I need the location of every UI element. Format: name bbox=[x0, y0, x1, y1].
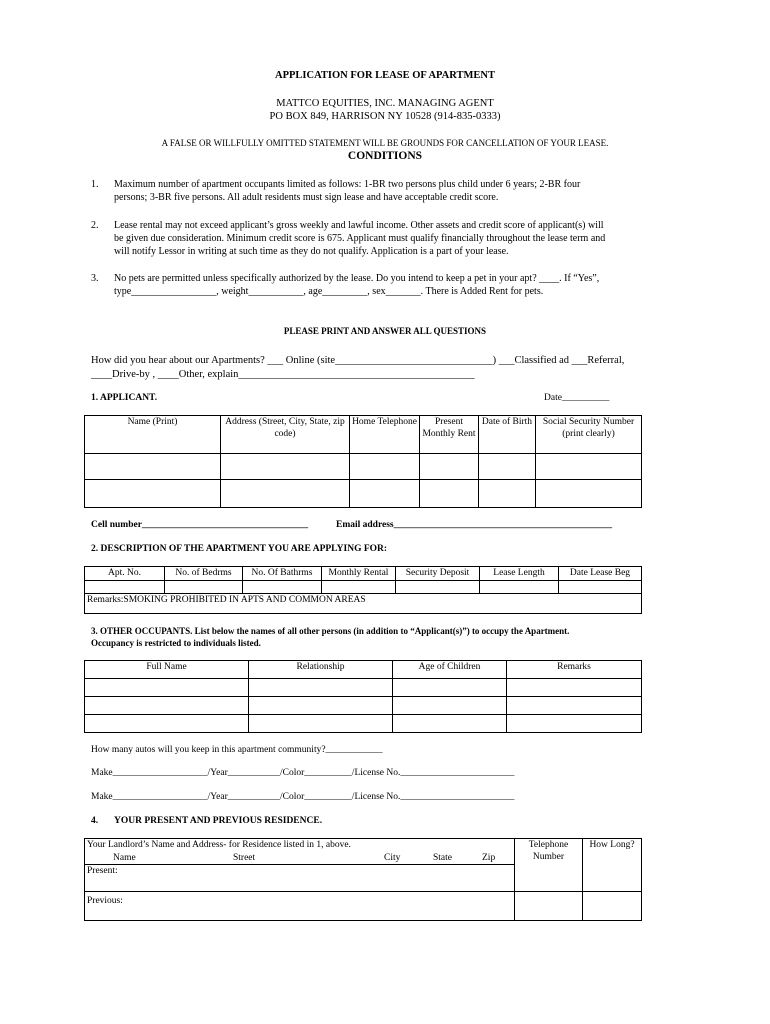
col-header: No. of Bedrms bbox=[165, 567, 243, 581]
sub-header-name: Name bbox=[113, 853, 136, 863]
dob-cell[interactable] bbox=[479, 454, 536, 480]
landlord-label: Your Landlord’s Name and Address- for Residence listed in 1, above. bbox=[87, 840, 351, 850]
sub-header-state: State bbox=[433, 853, 452, 863]
col-header: Name (Print) bbox=[85, 416, 221, 454]
dob-cell[interactable] bbox=[479, 480, 536, 508]
how-long-cell[interactable] bbox=[583, 892, 642, 921]
occupants-table bbox=[84, 660, 642, 733]
address-cell[interactable] bbox=[221, 454, 350, 480]
sub-header-street: Street bbox=[233, 853, 256, 863]
hear-about-question[interactable]: How did you hear about our Apartments? ___ Online (site______________________________) ___Classified ad ___Referral, bbox=[91, 355, 625, 366]
rental-cell[interactable] bbox=[322, 581, 396, 594]
ssn-cell[interactable] bbox=[536, 454, 642, 480]
condition-text: type_________________, weight___________, age_________, sex_______. There is Added Rent for pets. bbox=[114, 286, 544, 297]
table-row bbox=[85, 697, 642, 715]
table-row bbox=[85, 454, 642, 480]
table-row bbox=[85, 480, 642, 508]
age-cell[interactable] bbox=[393, 715, 507, 733]
lease-length-cell[interactable] bbox=[480, 581, 559, 594]
apartment-table bbox=[84, 566, 642, 614]
table-row bbox=[85, 715, 642, 733]
conditions-title: CONDITIONS bbox=[347, 150, 423, 162]
col-header: Full Name bbox=[85, 661, 249, 679]
auto-make-line-1[interactable]: Make____________________/Year___________/Color__________/License No.________________________ bbox=[91, 768, 515, 778]
phone-cell[interactable] bbox=[350, 480, 420, 508]
occupant-name-cell[interactable] bbox=[85, 697, 249, 715]
remarks-row: Remarks:SMOKING PROHIBITED IN APTS AND COMMON AREAS bbox=[85, 594, 642, 614]
print-notice: PLEASE PRINT AND ANSWER ALL QUESTIONS bbox=[283, 326, 487, 336]
sub-header-zip: Zip bbox=[482, 853, 496, 863]
condition-number: 2. bbox=[91, 220, 99, 231]
hear-about-explain[interactable]: ____Drive-by , ____Other, explain_____________________________________________ bbox=[91, 369, 475, 380]
apt-cell[interactable] bbox=[85, 581, 165, 594]
col-header: Monthly Rental bbox=[322, 567, 396, 581]
condition-text: No pets are permitted unless specifically authorized by the lease. Do you intend to keep a pet in your apt? ____. If “Yes”, bbox=[114, 273, 600, 284]
relationship-cell[interactable] bbox=[249, 715, 393, 733]
col-header: Address (Street, City, State, zip code) bbox=[221, 416, 350, 454]
condition-text: be given due consideration. Minimum credit score is 675. Applicant must qualify financially throughout the lease term and bbox=[114, 233, 606, 244]
age-cell[interactable] bbox=[393, 697, 507, 715]
age-cell[interactable] bbox=[393, 679, 507, 697]
address-cell[interactable] bbox=[221, 480, 350, 508]
application-date-field[interactable]: Date__________ bbox=[544, 393, 610, 403]
relationship-cell[interactable] bbox=[249, 679, 393, 697]
condition-number: 1. bbox=[91, 179, 99, 190]
table-row bbox=[85, 581, 642, 594]
applicant-heading: 1. APPLICANT. bbox=[91, 393, 158, 403]
landlord-header-cell bbox=[85, 839, 515, 865]
col-header: Date Lease Beg bbox=[559, 567, 642, 581]
remarks-cell[interactable] bbox=[507, 697, 642, 715]
ssn-cell[interactable] bbox=[536, 480, 642, 508]
email-field[interactable]: Email address______________________________________________ bbox=[336, 520, 613, 530]
telephone-cell[interactable] bbox=[515, 892, 583, 921]
phone-cell[interactable] bbox=[350, 454, 420, 480]
rent-cell[interactable] bbox=[420, 454, 479, 480]
remarks-cell[interactable] bbox=[507, 679, 642, 697]
remarks-cell[interactable] bbox=[507, 715, 642, 733]
residence-table bbox=[84, 838, 642, 921]
occupants-subheading: Occupancy is restricted to individuals listed. bbox=[91, 638, 261, 648]
sub-header-city: City bbox=[384, 853, 401, 863]
previous-row[interactable]: Previous: bbox=[85, 892, 515, 921]
agent-address: PO BOX 849, HARRISON NY 10528 (914-835-0333) bbox=[269, 111, 501, 122]
col-header: Present Monthly Rent bbox=[420, 416, 479, 454]
col-header: No. Of Bathrms bbox=[243, 567, 322, 581]
table-row bbox=[85, 892, 642, 921]
bedrms-cell[interactable] bbox=[165, 581, 243, 594]
condition-text: Lease rental may not exceed applicant’s gross weekly and lawful income. Other assets and credit score of applicant(s) will bbox=[114, 220, 604, 231]
col-header: Social Security Number (print clearly) bbox=[536, 416, 642, 454]
col-header: Lease Length bbox=[480, 567, 559, 581]
occupant-name-cell[interactable] bbox=[85, 715, 249, 733]
col-header: Security Deposit bbox=[396, 567, 480, 581]
auto-make-line-2[interactable]: Make____________________/Year___________/Color__________/License No.________________________ bbox=[91, 792, 515, 802]
relationship-cell[interactable] bbox=[249, 697, 393, 715]
applicant-table bbox=[84, 415, 642, 508]
residence-heading: YOUR PRESENT AND PREVIOUS RESIDENCE. bbox=[114, 816, 323, 826]
occupant-name-cell[interactable] bbox=[85, 679, 249, 697]
condition-text: Maximum number of apartment occupants limited as follows: 1-BR two persons plus child under 6 years; 2-BR four bbox=[114, 179, 581, 190]
col-header: Home Telephone bbox=[350, 416, 420, 454]
col-header: Age of Children bbox=[393, 661, 507, 679]
occupants-heading: 3. OTHER OCCUPANTS. List below the names of all other persons (in addition to “Applicant(s)”) to occupy the Apartment. bbox=[91, 626, 570, 636]
apartment-heading: 2. DESCRIPTION OF THE APARTMENT YOU ARE APPLYING FOR: bbox=[91, 544, 388, 554]
managing-agent: MATTCO EQUITIES, INC. MANAGING AGENT bbox=[276, 98, 494, 109]
warning-text: A FALSE OR WILLFULLY OMITTED STATEMENT WILL BE GROUNDS FOR CANCELLATION OF YOUR LEASE. bbox=[161, 138, 609, 148]
col-header: Remarks bbox=[507, 661, 642, 679]
lease-begin-cell[interactable] bbox=[559, 581, 642, 594]
deposit-cell[interactable] bbox=[396, 581, 480, 594]
condition-number: 3. bbox=[91, 273, 99, 284]
condition-text: will notify Lessor in writing at such time as they do not qualify. Application is a part of your lease. bbox=[114, 246, 509, 257]
rent-cell[interactable] bbox=[420, 480, 479, 508]
col-header: Relationship bbox=[249, 661, 393, 679]
present-row[interactable]: Present: bbox=[85, 865, 515, 892]
cell-number-field[interactable]: Cell number___________________________________ bbox=[91, 520, 309, 530]
form-title: APPLICATION FOR LEASE OF APARTMENT bbox=[275, 70, 495, 81]
col-header: Apt. No. bbox=[85, 567, 165, 581]
col-header: Date of Birth bbox=[479, 416, 536, 454]
table-row bbox=[85, 679, 642, 697]
autos-question[interactable]: How many autos will you keep in this apartment community?____________ bbox=[91, 745, 383, 755]
how-long-header: How Long? bbox=[583, 839, 642, 892]
name-cell[interactable] bbox=[85, 480, 221, 508]
name-cell[interactable] bbox=[85, 454, 221, 480]
bathrms-cell[interactable] bbox=[243, 581, 322, 594]
telephone-header: Telephone Number bbox=[515, 839, 583, 892]
condition-text: persons; 3-BR five persons. All adult residents must sign lease and have acceptable credit score. bbox=[114, 192, 499, 203]
residence-number: 4. bbox=[91, 816, 99, 826]
